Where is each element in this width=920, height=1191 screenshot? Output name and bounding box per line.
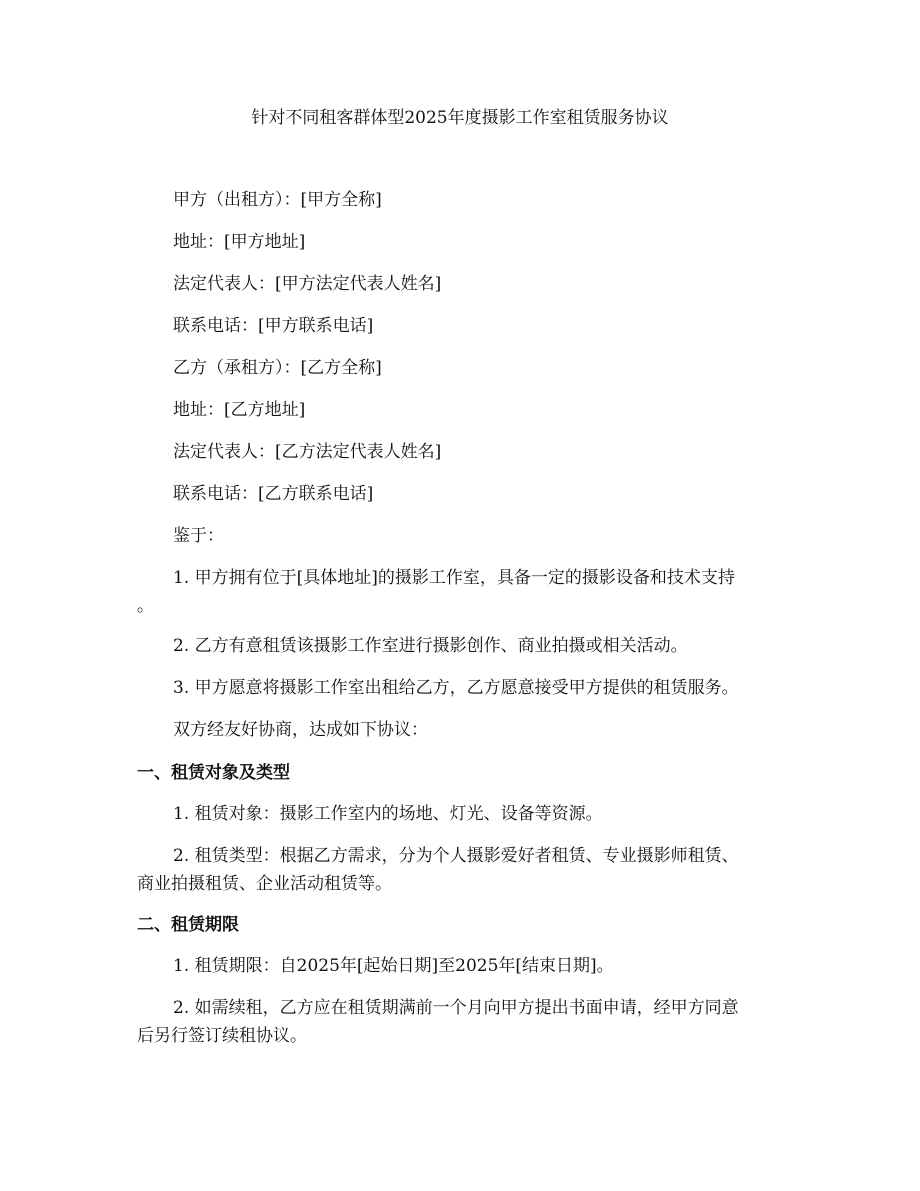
party-b-name: 乙方（承租方）：[乙方全称] [173,358,382,378]
party-b-phone: 联系电话：[乙方联系电话] [173,484,374,504]
whereas-item-3: 3. 甲方愿意将摄影工作室出租给乙方，乙方愿意接受甲方提供的租赁服务。 [173,678,739,698]
section-heading: 一、租赁对象及类型 [137,763,290,783]
whereas-item-1: 1. 甲方拥有位于[具体地址]的摄影工作室，具备一定的摄影设备和技术支持 [173,568,735,588]
section-heading: 二、租赁期限 [137,915,239,935]
whereas-item-2: 2. 乙方有意租赁该摄影工作室进行摄影创作、商业拍摄或相关活动。 [173,636,688,656]
section-1-line-1: 1. 租赁对象：摄影工作室内的场地、灯光、设备等资源。 [173,804,603,824]
document-title: 针对不同租客群体型2025年度摄影工作室租赁服务协议 [251,108,669,128]
party-a-name: 甲方（出租方）：[甲方全称] [173,190,382,210]
party-a-representative: 法定代表人：[甲方法定代表人姓名] [173,274,442,294]
whereas-label: 鉴于： [173,526,224,546]
party-a-address: 地址：[甲方地址] [173,232,306,252]
section-1-line-2: 2. 租赁类型：根据乙方需求，分为个人摄影爱好者租赁、专业摄影师租赁、 [173,846,739,866]
party-b-representative: 法定代表人：[乙方法定代表人姓名] [173,442,442,462]
whereas-conclusion: 双方经友好协商，达成如下协议： [173,720,428,740]
section-2-line-3: 后另行签订续租协议。 [137,1026,307,1046]
whereas-item-1-continuation: 。 [137,596,154,616]
section-2-line-1: 1. 租赁期限：自2025年[起始日期]至2025年[结束日期]。 [173,956,614,976]
party-a-phone: 联系电话：[甲方联系电话] [173,316,374,336]
section-1-line-3: 商业拍摄租赁、企业活动租赁等。 [137,874,392,894]
party-b-address: 地址：[乙方地址] [173,400,306,420]
section-2-line-2: 2. 如需续租，乙方应在租赁期满前一个月向甲方提出书面申请，经甲方同意 [173,998,739,1018]
